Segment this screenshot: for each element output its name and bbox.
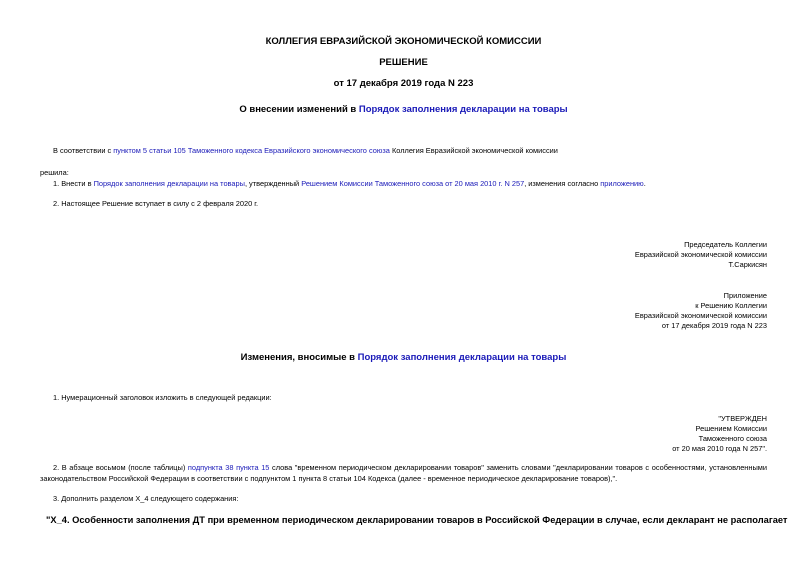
appendix-line-4: от 17 декабря 2019 года N 223 [661,321,767,330]
appendix-line-2: к Решению Коллегии [695,301,767,310]
approved-line-4: от 20 мая 2010 года N 257". [672,444,767,453]
preamble-text-1: В соответствии с [53,146,114,155]
signature-name: Т.Саркисян [728,260,767,269]
title-prefix: О внесении изменений в [239,104,359,115]
item1-text-a: 1. Внести в [53,179,94,188]
decision-257-link[interactable]: Решением Комиссии Таможенного союза от 20 мая 2010 г. N 257 [301,179,525,188]
changes-title [0,352,807,363]
change2-text-b: слова "временном периодическом декларировании товаров" заменить словами "декларировании товаров с особенностями, установленными законодательством Российской Федерации в соответствии с подпунктом 1 пункта 8 статьи 104 Кодекса (далее - временное периодическое декларирование товаров),". [40,463,767,483]
change-2 [40,462,767,484]
changes-title-link[interactable]: Порядок заполнения декларации на товары [357,352,567,363]
appendix-line-3: Евразийской экономической комиссии [634,311,767,320]
changes-title-prefix: Изменения, вносимые в [240,352,358,363]
item1-text-b: , утвержденный [244,179,302,188]
approved-line-2: Решением Комиссии [695,424,767,433]
organization-heading: КОЛЛЕГИЯ ЕВРАЗИЙСКОЙ ЭКОНОМИЧЕСКОЙ КОМИССИИ [265,36,542,47]
document-title [0,104,807,115]
signature-line-2: Евразийской экономической комиссии [634,250,767,259]
change-3: 3. Дополнить разделом X_4 следующего содержания: [53,494,239,503]
date-number-heading [0,78,807,89]
section-x4-heading: "X_4. Особенности заполнения ДТ при временном периодическом декларировании товаров в Российской Федерации в случае, если декларант не располагает [46,515,788,525]
document-type-heading: РЕШЕНИЕ [379,57,428,68]
item1-text-d: . [643,179,646,188]
appendix-line-1: Приложение [723,291,767,300]
item-2: 2. Настоящее Решение вступает в силу с 2 февраля 2020 г. [53,199,259,208]
change-1: 1. Нумерационный заголовок изложить в следующей редакции: [53,393,272,402]
customs-code-link[interactable]: пунктом 5 статьи 105 Таможенного кодекса Евразийского экономического союза [113,146,390,155]
decided-label: решила: [40,168,69,177]
signature-line-1: Председатель Коллегии [684,240,767,249]
title-link[interactable]: Порядок заполнения декларации на товары [358,104,568,115]
date-number-text: от 17 декабря 2019 года N 223 [333,78,474,89]
item-1 [53,179,646,188]
procedure-link[interactable]: Порядок заполнения декларации на товары [93,179,245,188]
item1-text-c: , изменения согласно [524,179,601,188]
appendix-link[interactable]: приложению [600,179,644,188]
approved-line-1: "УТВЕРЖДЕН [718,414,767,423]
preamble-text-2: Коллегия Евразийской экономической комиссии [389,146,558,155]
change2-text-a: 2. В абзаце восьмом (после таблицы) [53,463,188,472]
subparagraph-38-link[interactable]: подпункта 38 пункта 15 [187,463,270,472]
approved-line-3: Таможенного союза [698,434,767,443]
preamble-paragraph [53,146,558,155]
